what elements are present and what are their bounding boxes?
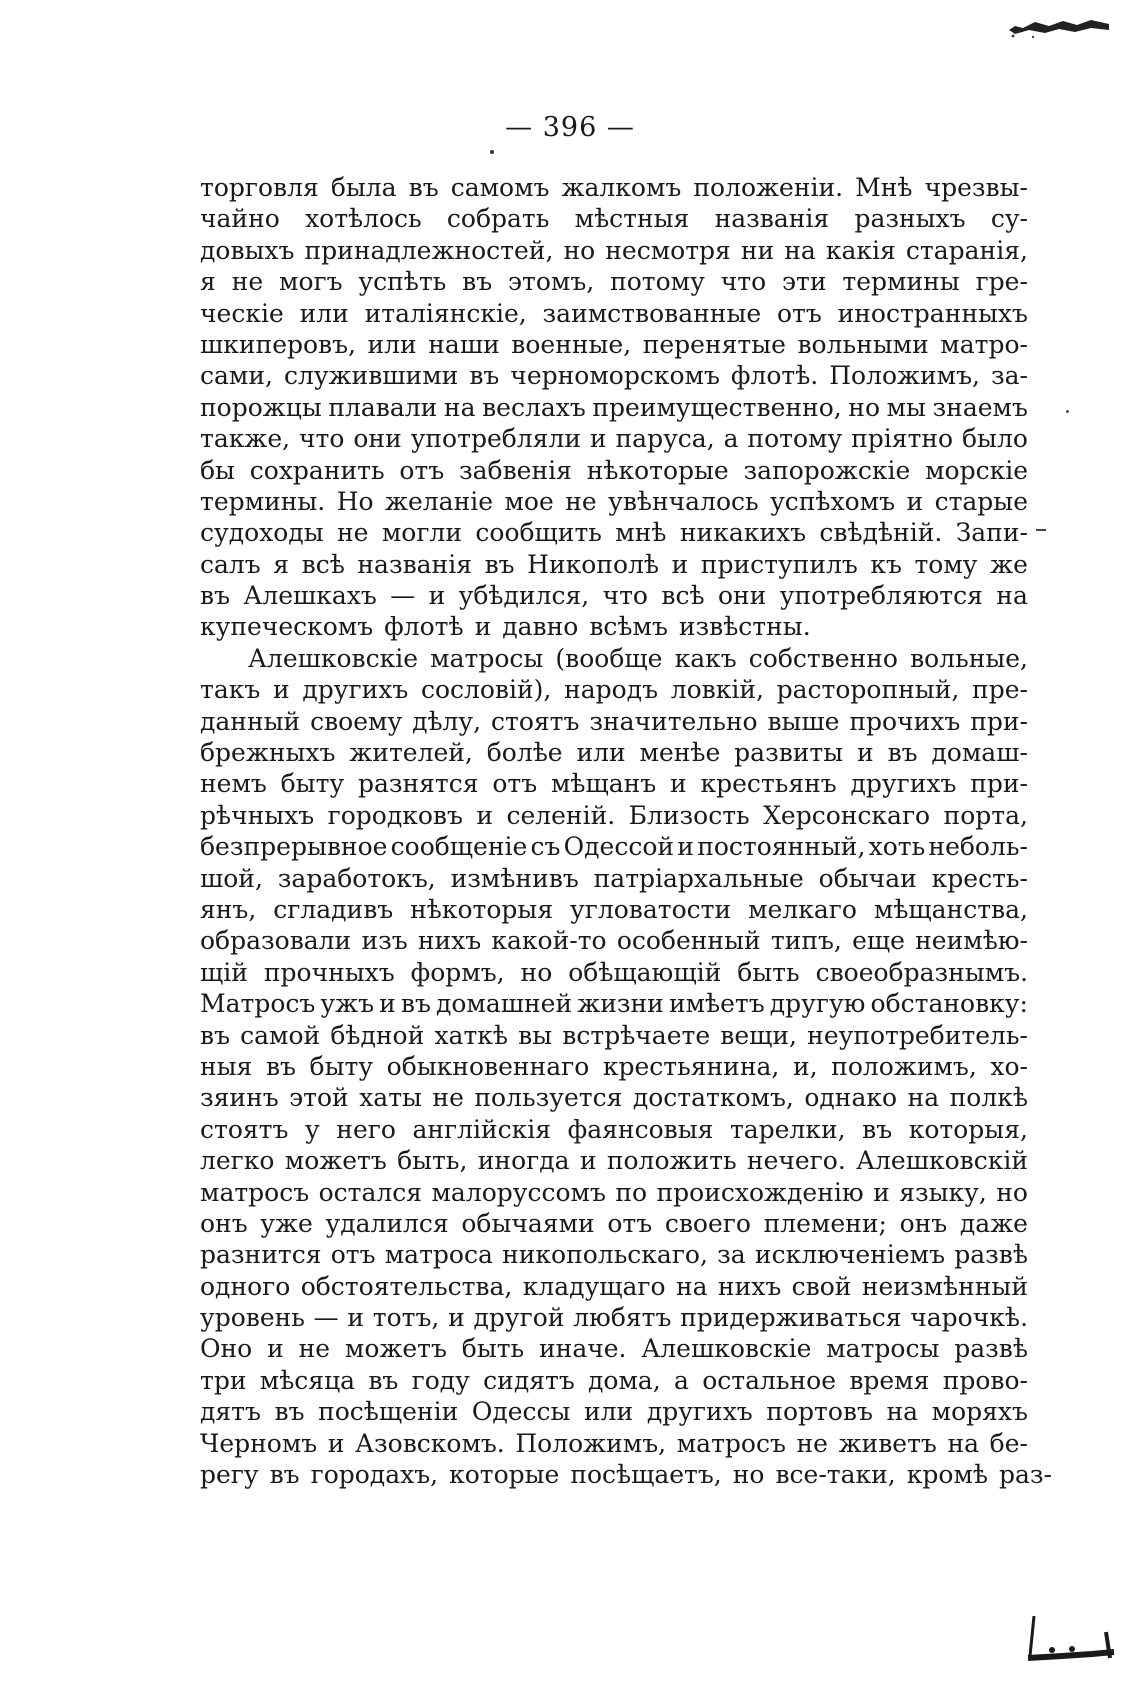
body-text: [200, 172, 1052, 1490]
text-line: довыхъ принадлежностей, но несмотря ни на какія старанія,: [200, 235, 1028, 265]
scan-dot: [490, 150, 494, 154]
text-line: такъ и другихъ сословій), народъ ловкій, расторопный, пре-: [200, 675, 1028, 705]
scan-dot: [1066, 410, 1069, 413]
text-line: образовали изъ нихъ какой-то особенный типъ, еще неимѣю-: [200, 926, 1028, 956]
text-line: стоятъ у него англійскія фаянсовыя тарелки, въ которыя,: [200, 1114, 1028, 1144]
text-line: рѣчныхъ городковъ и селеній. Близость Херсонскаго порта,: [200, 800, 1028, 830]
text-line: одного обстоятельства, кладущаго на нихъ свой неизмѣнный: [200, 1271, 1028, 1301]
page-number: — 396 —: [505, 112, 635, 143]
text-line: также, что они употребляли и паруса, а потому пріятно было: [200, 424, 1028, 454]
scan-dash: [1036, 529, 1046, 531]
text-line: торговля была въ самомъ жалкомъ положеніи. Мнѣ чрезвы-: [200, 173, 1028, 202]
text-line: Алешковскіе матросы (вообще какъ собственно вольные,: [248, 643, 1028, 673]
text-line: Матросъ ужъ и въ домашней жизни имѣетъ другую обстановку:: [200, 989, 1028, 1019]
text-line: сами, служившими въ черноморскомъ флотѣ. Положимъ, за-: [200, 361, 1028, 391]
text-line: порожцы плавали на веслахъ преимущественно, но мы знаемъ: [200, 392, 1028, 422]
text-line: судоходы не могли сообщить мнѣ никакихъ свѣдѣній. Запи-: [200, 518, 1028, 548]
text-line: въ Алешкахъ — и убѣдился, что всѣ они употребляются на: [200, 581, 1028, 611]
text-line: въ самой бѣдной хаткѣ вы встрѣчаете вещи, неупотребитель-: [200, 1020, 1028, 1050]
text-line: разнится отъ матроса никопольскаго, за исключеніемъ развѣ: [200, 1240, 1028, 1270]
text-line: ческіе или италіянскіе, заимствованные отъ иностранныхъ: [200, 298, 1028, 328]
scan-smudge-top-right: [1005, 12, 1115, 40]
text-line: дятъ въ посѣщеніи Одессы или другихъ портовъ на моряхъ: [200, 1397, 1028, 1427]
text-line: бы сохранить отъ забвенія нѣкоторые запорожскіе морскіе: [200, 455, 1028, 485]
text-line: салъ я всѣ названія въ Никополѣ и приступилъ къ тому же: [200, 549, 1028, 579]
text-line: брежныхъ жителей, болѣе или менѣе развиты и въ домаш-: [200, 738, 1028, 768]
text-line: немъ быту разнятся отъ мѣщанъ и крестьянъ другихъ при-: [200, 769, 1028, 799]
text-line: уровень — и тотъ, и другой любятъ придерживаться чарочкѣ.: [200, 1303, 1028, 1333]
text-line: янъ, сгладивъ нѣкоторыя угловатости мелкаго мѣщанства,: [200, 894, 1028, 924]
scan-mark-bottom-right: [1022, 1610, 1122, 1670]
text-line: ныя въ быту обыкновеннаго крестьянина, и, положимъ, хо-: [200, 1051, 1028, 1081]
text-line: Черномъ и Азовскомъ. Положимъ, матросъ не живетъ на бе-: [200, 1428, 1028, 1458]
text-line: щій прочныхъ формъ, но обѣщающій быть своеобразнымъ.: [200, 957, 1028, 987]
text-line: зяинъ этой хаты не пользуется достаткомъ, однако на полкѣ: [200, 1083, 1028, 1113]
text-line: чайно хотѣлось собрать мѣстныя названія разныхъ су-: [200, 204, 1028, 234]
text-line: матросъ остался малоруссомъ по происхожденію и языку, но: [200, 1177, 1028, 1207]
text-line: термины. Но желаніе мое не увѣнчалось успѣхомъ и старые: [200, 486, 1028, 516]
text-line: легко можетъ быть, иногда и положить нечего. Алешковскій: [200, 1146, 1028, 1176]
text-line: купеческомъ флотѣ и давно всѣмъ извѣстны.: [200, 612, 811, 642]
text-line: данный своему дѣлу, стоятъ значительно выше прочихъ при-: [200, 706, 1028, 736]
text-line: шой, заработокъ, измѣнивъ патріархальные обычаи кресть-: [200, 863, 1028, 893]
text-line: три мѣсяца въ году сидятъ дома, а остальное время прово-: [200, 1365, 1028, 1395]
text-line: регу въ городахъ, которые посѣщаетъ, но все-таки, кромѣ раз-: [200, 1460, 1052, 1490]
text-line: я не могъ успѣть въ этомъ, потому что эти термины гре-: [200, 267, 1028, 297]
text-line: безпрерывное сообщеніе съ Одессой и постоянный, хоть неболь-: [200, 832, 1028, 862]
text-line: шкиперовъ, или наши военные, перенятые вольными матро-: [200, 329, 1028, 359]
text-line: Оно и не можетъ быть иначе. Алешковскіе матросы развѣ: [200, 1334, 1028, 1364]
text-line: онъ уже удалился обычаями отъ своего племени; онъ даже: [200, 1208, 1028, 1238]
